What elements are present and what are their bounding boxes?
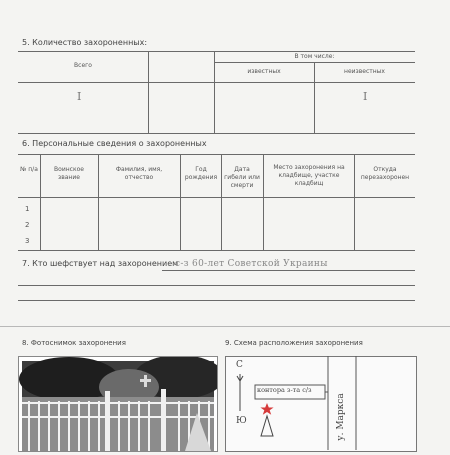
- office-label: контора з-та с/з: [257, 386, 312, 394]
- s6-header-death: Дата гибели или смерти: [224, 166, 260, 189]
- s5-vline-1: [148, 51, 149, 133]
- s7-line-2: [18, 285, 415, 286]
- s6-header-num: № п/а: [20, 166, 38, 173]
- compass-north-label: С: [236, 360, 243, 370]
- s6-header-from: Откуда перезахоронен: [360, 166, 410, 181]
- s6-vline-1: [40, 154, 41, 250]
- s6-row-2: 2: [25, 221, 30, 229]
- s5-vline-2: [214, 51, 215, 133]
- s7-line-3: [18, 300, 415, 301]
- s6-header-name: Фамилия, имя, отчество: [115, 166, 163, 181]
- s6-top-line: [18, 154, 415, 155]
- s5-bottom-line: [18, 133, 415, 134]
- s5-unknown-value: I: [363, 90, 368, 103]
- s5-unknown-header: неизвестных: [344, 68, 385, 75]
- s5-mid-line: [18, 82, 415, 83]
- section5-title: 5. Количество захороненных:: [22, 38, 148, 47]
- s5-incl-header: В том числе:: [294, 53, 335, 60]
- street-label: у. Маркса: [336, 393, 346, 441]
- s6-row-3: 3: [25, 237, 30, 245]
- location-scheme-drawing: [225, 356, 415, 450]
- s6-header-year: Год рождения: [184, 166, 218, 181]
- section8-title: 8. Фотоснимок захоронения: [22, 339, 126, 347]
- s6-vline-6: [354, 154, 355, 250]
- compass-south-label: Ю: [236, 416, 247, 426]
- s7-patron-value: с-з 60-лет Советской Украины: [175, 259, 328, 269]
- s7-line-1: [162, 270, 415, 271]
- burial-photo-image: [19, 357, 217, 451]
- burial-photo: [18, 356, 218, 452]
- s5-top-line: [18, 51, 415, 52]
- page-fold-line: [0, 326, 450, 327]
- section9-title: 9. Схема расположения захоронения: [225, 339, 363, 347]
- s6-vline-4: [221, 154, 222, 250]
- section7-title: 7. Кто шефствует над захоронением: [22, 259, 179, 268]
- s5-total-value: I: [77, 90, 82, 103]
- section6-title: 6. Персональные сведения о захороненных: [22, 139, 207, 148]
- s6-header-rank: Воинское звание: [54, 166, 84, 181]
- s5-known-header: известных: [247, 68, 281, 75]
- s6-header-line: [18, 197, 415, 198]
- s6-row-1: 1: [25, 205, 30, 213]
- s6-header-place: Место захоронения на кладбище, участке кладбищ: [273, 164, 345, 187]
- s6-vline-2: [98, 154, 99, 250]
- s6-bottom-line: [18, 250, 415, 251]
- s6-vline-5: [263, 154, 264, 250]
- s6-vline-3: [180, 154, 181, 250]
- s5-total-header: Всего: [74, 62, 92, 69]
